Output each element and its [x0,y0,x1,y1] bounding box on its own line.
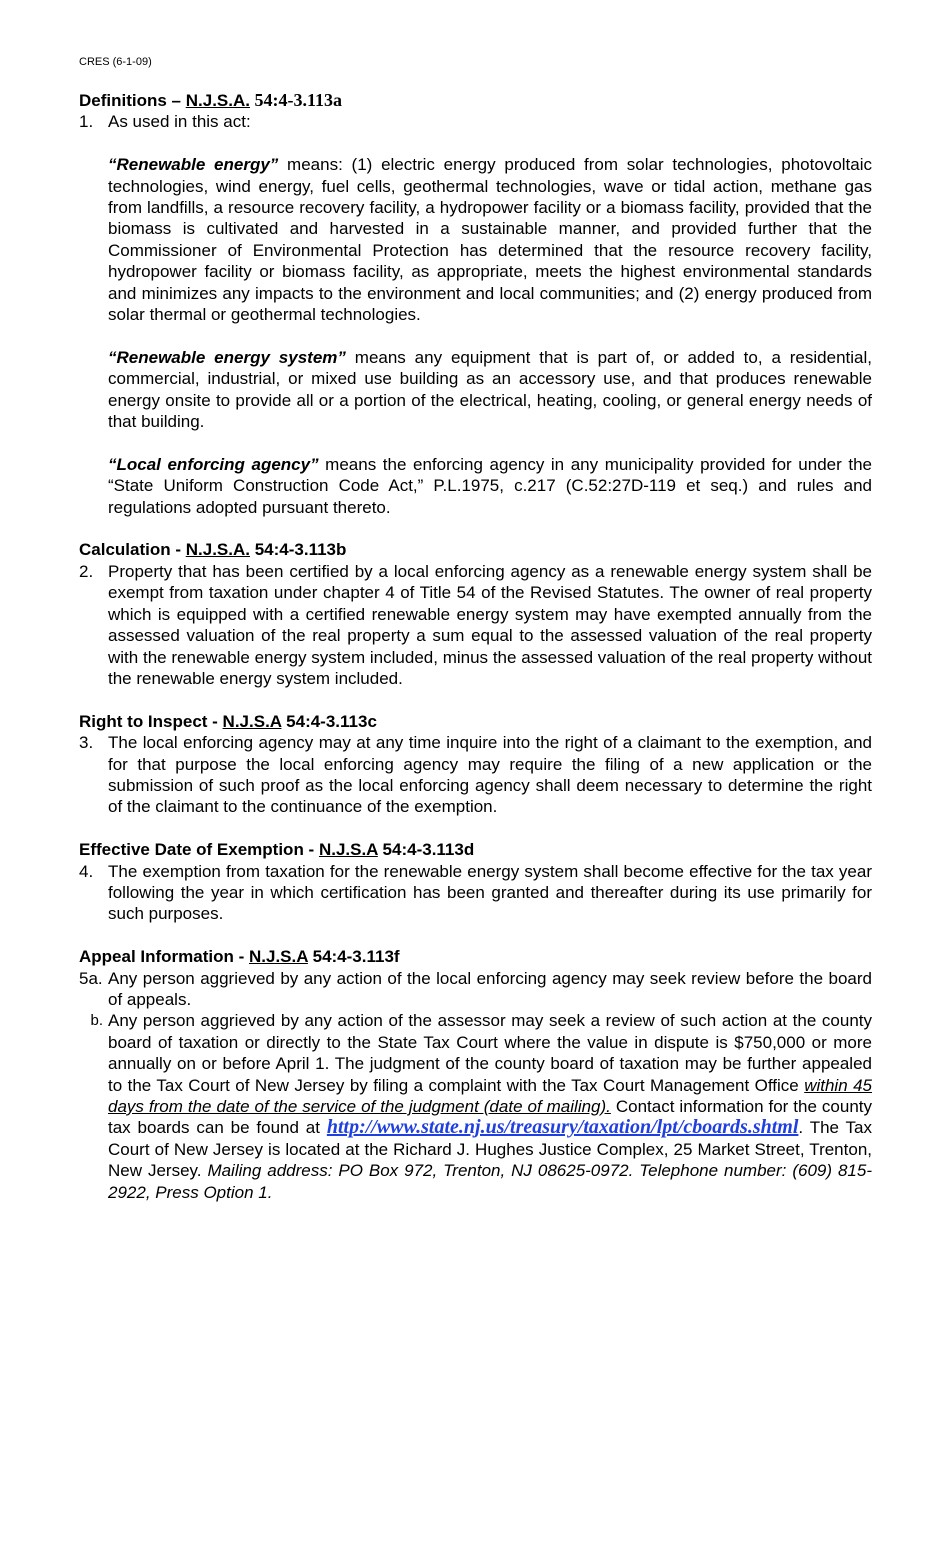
item-number: 3. [79,733,94,753]
appeal-heading-code: 54:4-3.113f [307,947,400,967]
definitions-heading-title: Definitions – [79,91,186,110]
inspect-text: The local enforcing agency may at any time inquire into the right of a claimant to the exemption, and for that purpose the local enforcing agency may require the filing of a new application or the submission of such proof as the local enforcing agency shall deem necessary to determine the right of the claimant to the continuance of the exemption. [108,733,872,817]
inspect-section [79,711,872,818]
definition-text: means the enforcing agency in any municipality provided for under the “State Uniform Construction Code Act,” P.L.1975, c.217 (C.52:27D-119 et seq.) and rules and regulations adopted pursuant thereto. [108,454,872,517]
appeal-item-a-text: Any person aggrieved by any action of the local enforcing agency may seek review before the board of appeals. [108,968,872,1009]
definition-term: “Renewable energy system” [108,347,346,367]
effective-heading [79,839,872,860]
county-boards-link[interactable]: http://www.state.nj.us/treasury/taxation/lpt/cboards.shtml [326,1116,799,1139]
appeal-mailing-address: Mailing address: PO Box 972, Trenton, NJ 08625-0972. Telephone number: (609) 815-2922, Press Option 1. [108,1161,872,1202]
item-number: 1. [79,112,94,132]
calculation-heading-cite: N.J.S.A. [185,540,250,560]
definition-text: means: (1) electric energy produced from solar technologies, photovoltaic technologies, wind energy, fuel cells, geothermal technologies, wave or tidal action, methane gas from landfills, a resource recovery facility, a hydropower facility or a biomass facility, provided that the biomass is cultivated and harvested in a sustainable manner, and provided further that the Commissioner of Environmental Protection has determined that the resource recovery facility, hydropower facility or biomass facility, as appropriate, meets the highest environmental standards and minimizes any impacts to the environment and local communities; and (2) energy produced from solar thermal or geothermal technologies. [108,155,873,325]
inspect-item [79,732,872,818]
definitions-item [79,111,872,132]
effective-heading-code: 54:4-3.113d [377,840,475,860]
calculation-heading-title: Calculation - [79,540,186,560]
appeal-section [79,946,872,1203]
definition-text: means any equipment that is part of, or added to, a residential, commercial, industrial, or mixed use building as an accessory use, and that produces renewable energy onsite to provide all or a portion of the electrical, heating, cooling, or general energy needs of that building. [108,347,872,432]
calculation-section [79,539,872,689]
definitions-heading-code: 54:4-3.113a [249,90,342,110]
inspect-heading-code: 54:4-3.113c [281,711,377,731]
appeal-item-b-text: Any person aggrieved by any action of the assessor may seek a review of such action at the county board of taxation or directly to the State Tax Court where the value in dispute is $750,000 or more annually on or before April 1. The judgment of the county board of taxation may be further appealed to the Tax Court of New Jersey by filing a complaint with the Tax Court Management Office [108,1011,872,1095]
definitions-intro: As used in this act: [108,112,251,132]
effective-heading-title: Effective Date of Exemption - [79,840,319,860]
definitions-heading-cite: N.J.S.A. [185,91,250,110]
appeal-heading [79,946,872,967]
definition-term: “Local enforcing agency” [108,454,319,474]
calculation-item [79,561,872,689]
item-number: 2. [79,561,94,581]
calculation-text: Property that has been certified by a local enforcing agency as a renewable energy system shall be exempt from taxation under chapter 4 of Title 54 of the Revised Statutes. The owner of real property which is equipped with a certified renewable energy system may have exempted annually from the assessed valuation of the real property a sum equal to the assessed valuation of the real property with the renewable energy system included, minus the assessed valuation of the real property without the renewable energy system included. [108,561,872,688]
effective-item [79,861,872,925]
appeal-item-b [79,1010,872,1203]
calculation-heading [79,539,872,560]
item-number: 5a. [79,968,103,988]
inspect-heading [79,711,872,732]
definition-renewable-energy-system [108,347,872,433]
definitions-section [79,90,872,518]
inspect-heading-cite: N.J.S.A [222,711,282,731]
definition-renewable-energy [108,154,872,325]
appeal-heading-cite: N.J.S.A [249,947,308,967]
appeal-court-location: . The Tax Court of New Jersey is located at the Richard J. Hughes Justice Complex, 25 Market Street, Trenton, New Jersey. [108,1118,872,1181]
calculation-heading-code: 54:4-3.113b [249,540,347,560]
appeal-contact-text: Contact information for the county tax boards can be found at [108,1096,873,1138]
appeal-item-a [79,968,872,1011]
appeal-deadline: within 45 days from the date of the service of the judgment (date of mailing). [108,1075,872,1116]
effective-section [79,839,872,925]
definitions-heading [79,90,872,111]
form-code: CRES (6-1-09) [79,56,152,68]
inspect-heading-title: Right to Inspect - [79,711,223,731]
appeal-item-b-body [108,1010,872,1203]
item-number: b. [90,1012,103,1030]
item-number: 4. [79,861,94,881]
definition-term: “Renewable energy” [108,155,279,175]
effective-heading-cite: N.J.S.A [318,840,378,860]
appeal-heading-title: Appeal Information - [79,947,249,967]
effective-text: The exemption from taxation for the renewable energy system shall become effective for the tax year following the year in which certification has been granted and thereafter during its use primarily for such purposes. [108,861,872,924]
definition-local-enforcing-agency [108,454,872,518]
document-body [79,56,872,1224]
